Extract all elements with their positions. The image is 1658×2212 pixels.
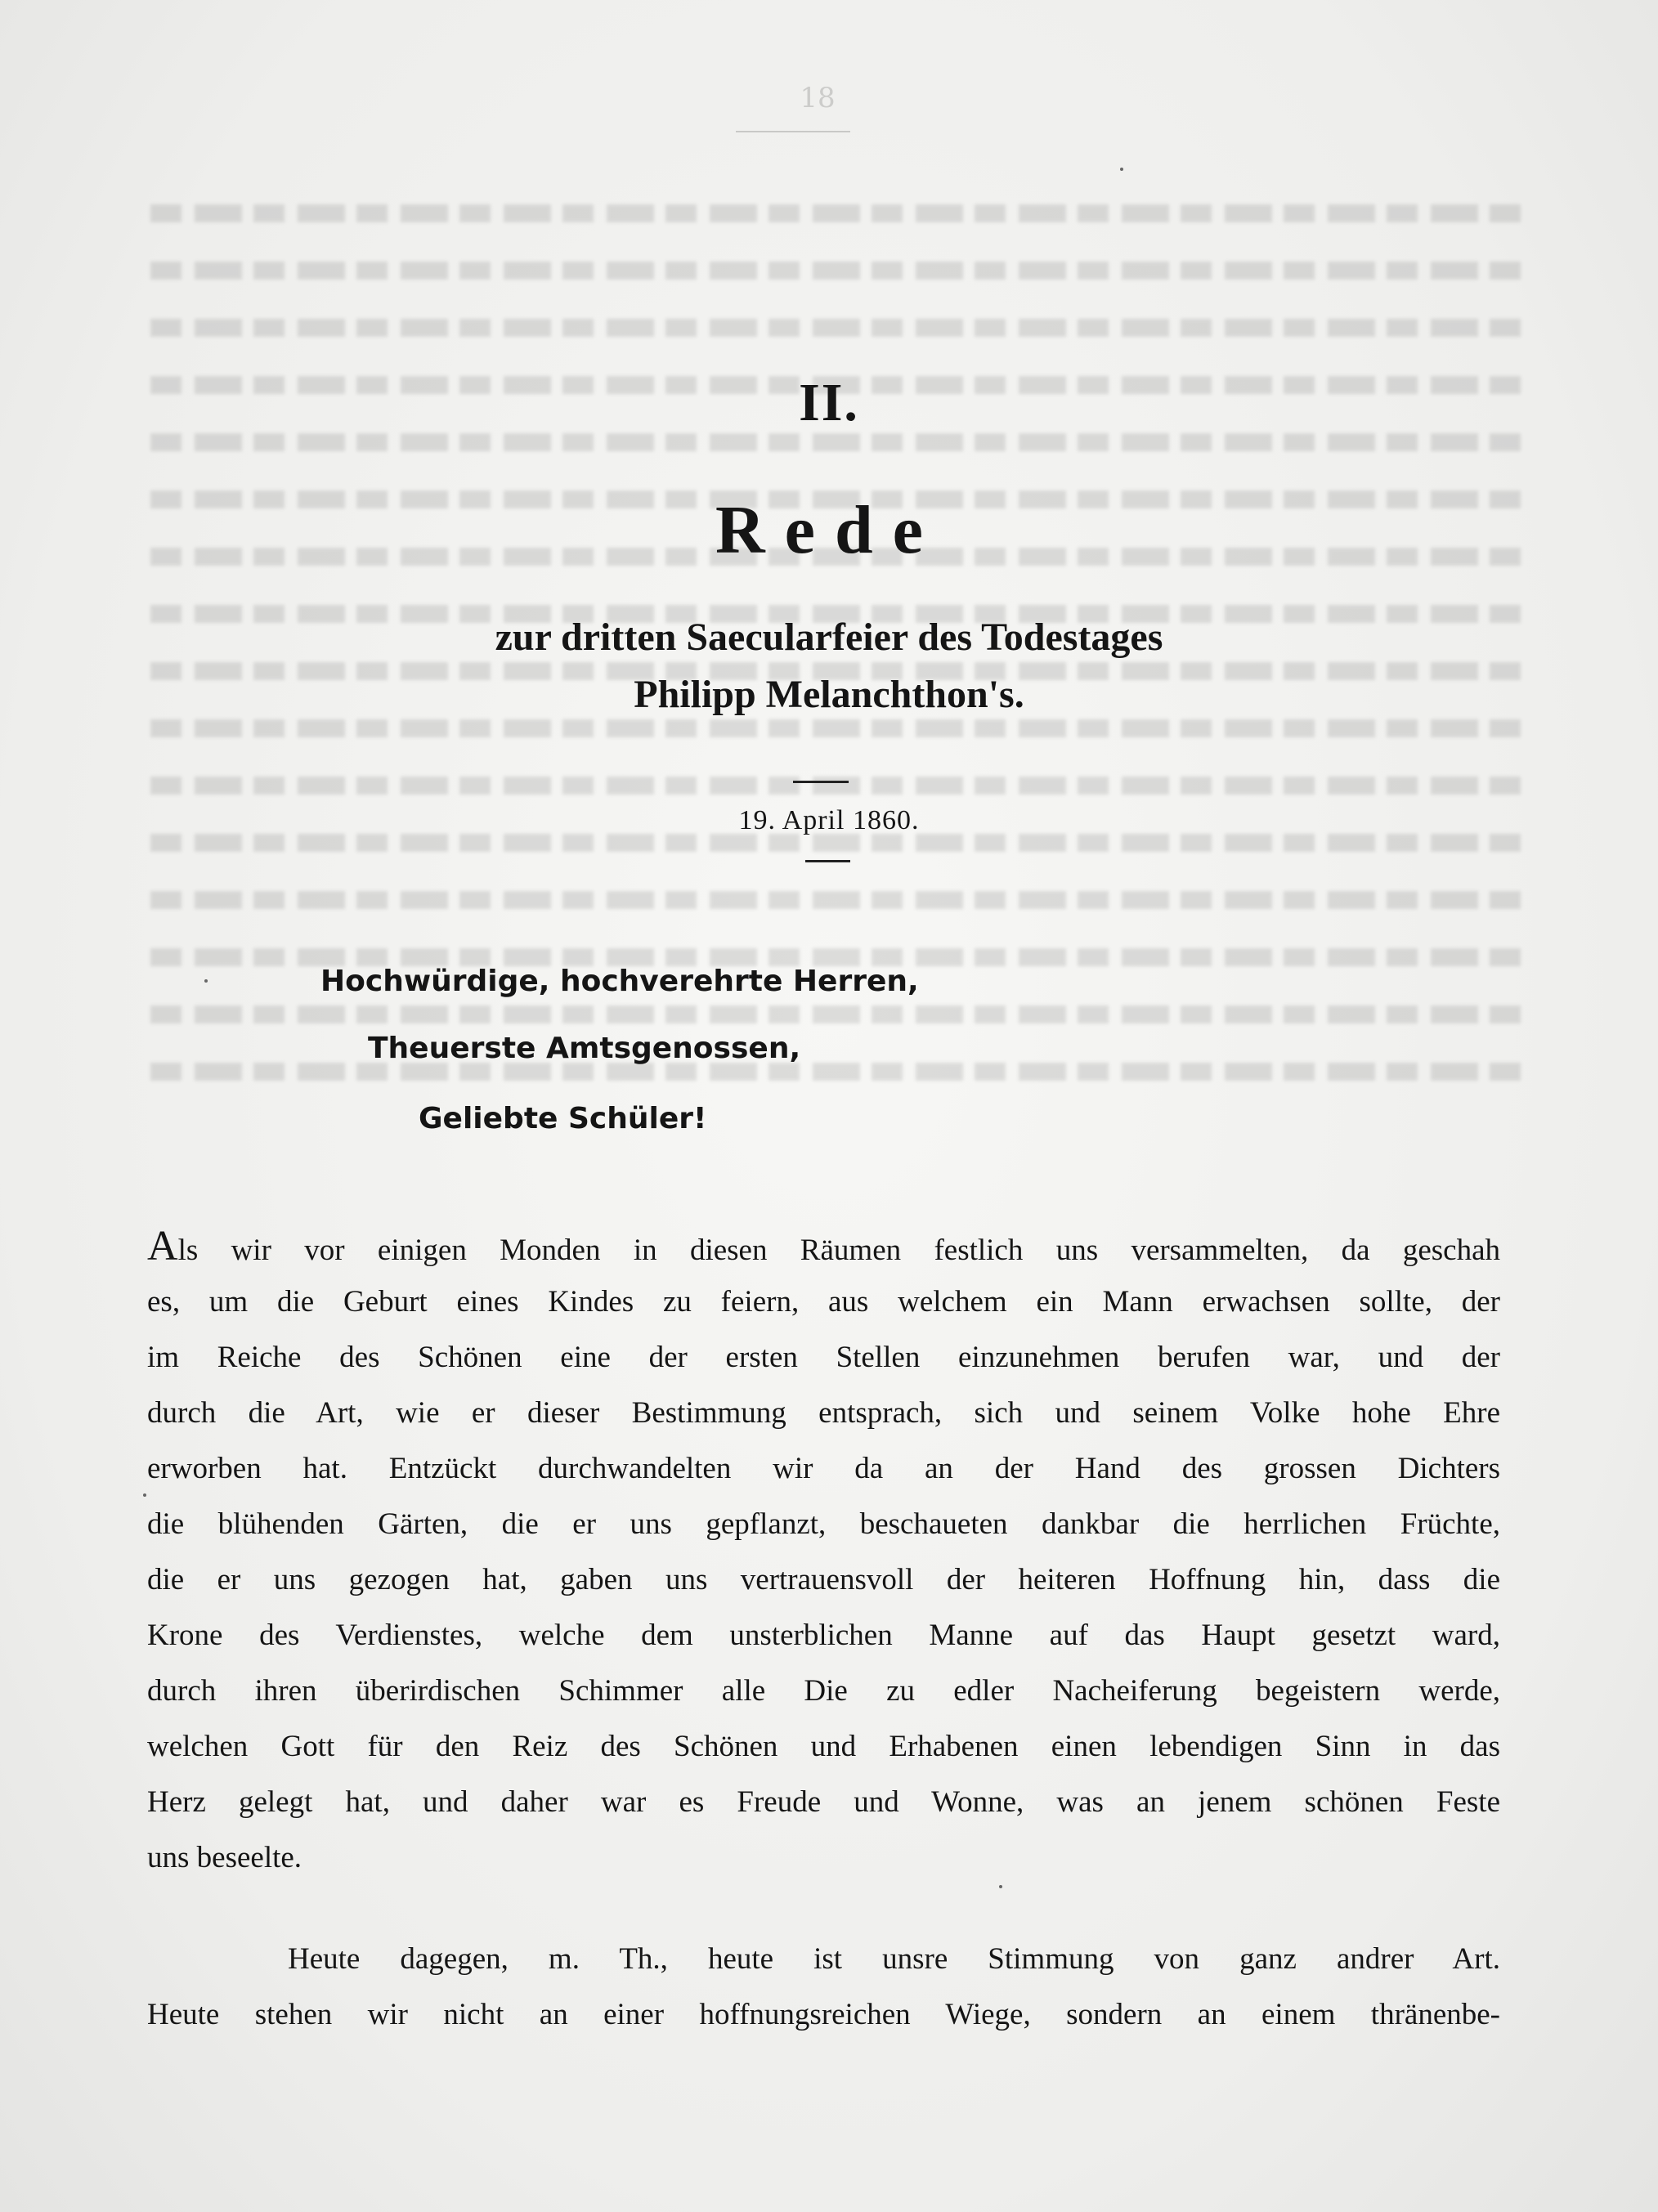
paper-speck: [143, 1493, 146, 1497]
date-rule-bottom: [805, 860, 850, 862]
paragraph-1-line-3: im Reiche des Schönen eine der ersten Stellen einzunehmen berufen war, und der: [147, 1341, 1500, 1374]
page-number: 18: [800, 82, 836, 114]
paragraph-2-line-1: Heute dagegen, m. Th., heute ist unsre Stimmung von ganz andrer Art.: [288, 1942, 1500, 1976]
page-number-rule: [736, 131, 850, 132]
section-number: II.: [799, 373, 859, 432]
drop-cap: A: [147, 1223, 178, 1269]
paragraph-1-line-1: [147, 1223, 1500, 1269]
paper-speck: [999, 1885, 1002, 1888]
paragraph-1-line-1-text: ls wir vor einigen Monden in diesen Räumen festlich uns versammelten, da geschah: [177, 1234, 1500, 1267]
paper-speck: [204, 979, 208, 983]
page-title: Rede: [715, 492, 943, 568]
date-rule-top: [793, 781, 849, 783]
subtitle-line-1: zur dritten Saecularfeier des Todestages: [495, 616, 1163, 659]
paragraph-1-line-9: durch ihren überirdischen Schimmer alle Die zu edler Nacheiferung begeistern werde,: [147, 1674, 1500, 1708]
paragraph-2-line-2: Heute stehen wir nicht an einer hoffnungsreichen Wiege, sondern an einem thränenbe-: [147, 1998, 1500, 2031]
paragraph-1-line-10: welchen Gott für den Reiz des Schönen und Erhabenen einen lebendigen Sinn in das: [147, 1730, 1500, 1763]
paragraph-1-line-2: es, um die Geburt eines Kindes zu feiern, aus welchem ein Mann erwachsen sollte, der: [147, 1285, 1500, 1319]
paper-speck: [1120, 168, 1123, 171]
paragraph-1-line-12: uns beseelte.: [147, 1841, 302, 1874]
subtitle-line-2: Philipp Melanchthon's.: [634, 673, 1024, 716]
paragraph-1-line-8: Krone des Verdienstes, welche dem unsterblichen Manne auf das Haupt gesetzt ward,: [147, 1619, 1500, 1652]
paragraph-1-line-11: Herz gelegt hat, und daher war es Freude und Wonne, was an jenem schönen Feste: [147, 1785, 1500, 1819]
paragraph-1-line-6: die blühenden Gärten, die er uns gepflanzt, beschaueten dankbar die herrlichen Früchte,: [147, 1507, 1500, 1541]
salutation-line-1: Hochwürdige, hochverehrte Herren,: [320, 965, 919, 998]
paragraph-1-line-7: die er uns gezogen hat, gaben uns vertrauensvoll der heiteren Hoffnung hin, dass die: [147, 1563, 1500, 1596]
salutation-line-3: Geliebte Schüler!: [419, 1102, 707, 1135]
paragraph-1-line-4: durch die Art, wie er dieser Bestimmung entsprach, sich und seinem Volke hohe Ehre: [147, 1396, 1500, 1430]
date: 19. April 1860.: [738, 805, 920, 835]
salutation-line-2: Theuerste Amtsgenossen,: [368, 1032, 801, 1065]
paragraph-1-line-5: erworben hat. Entzückt durchwandelten wir da an der Hand des grossen Dichters: [147, 1452, 1500, 1485]
